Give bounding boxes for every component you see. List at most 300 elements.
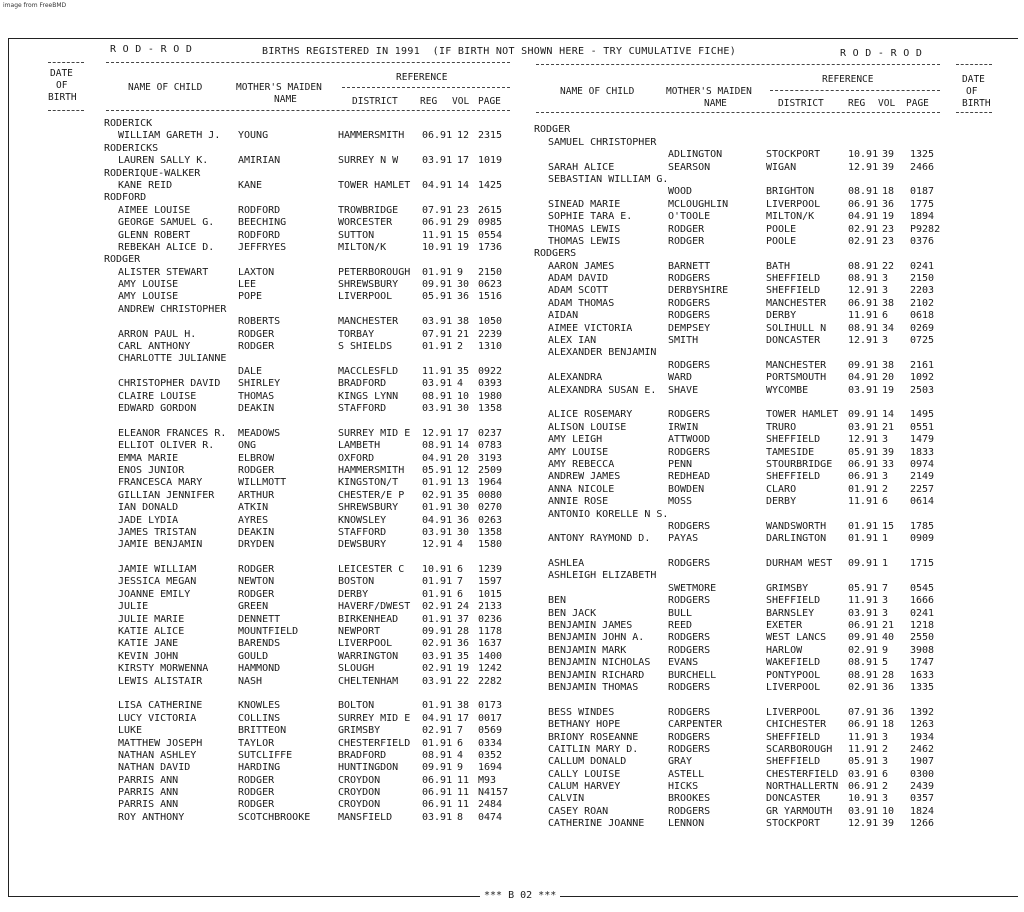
reg: 08.91	[848, 322, 879, 334]
district: SHREWSBURY	[338, 502, 399, 514]
entry-row	[534, 347, 954, 359]
surname-heading	[104, 168, 524, 180]
district: TOWER HAMLET	[766, 409, 839, 421]
mother-maiden-name: RODGER	[238, 464, 275, 476]
page: 0173	[478, 700, 503, 712]
page: 0725	[910, 335, 935, 347]
vol: 15	[882, 520, 895, 532]
vol: 9	[882, 644, 889, 656]
reg-header: REG	[420, 96, 438, 107]
district: TROWBRIDGE	[338, 204, 399, 216]
mother-maiden-name: RODGER	[238, 787, 275, 799]
vol: 18	[882, 719, 895, 731]
vol: 19	[457, 241, 470, 253]
vol: 12	[457, 130, 470, 142]
reg: 02.91	[848, 644, 879, 656]
surname-heading	[104, 192, 524, 204]
reg: 09.91	[422, 626, 453, 638]
vol: 38	[882, 297, 895, 309]
child-name: GLENN ROBERT	[118, 229, 191, 241]
page: 2150	[478, 266, 503, 278]
vol: 21	[457, 328, 470, 340]
vol: 30	[457, 279, 470, 291]
page: 2161	[910, 359, 935, 371]
reg: 01.91	[422, 576, 453, 588]
entry-row	[104, 130, 524, 142]
mother-maiden-name: ATKIN	[238, 502, 269, 514]
entry-row	[534, 137, 954, 149]
mother-maiden-name: SUTCLIFFE	[238, 749, 293, 761]
mother-maiden-name: RODFORD	[238, 204, 281, 216]
child-name: SOPHIE TARA E.	[548, 211, 633, 223]
entry-row	[534, 149, 954, 161]
child-name: ASHLEA	[548, 558, 585, 570]
entry-row	[104, 391, 524, 403]
mother-maiden-name: RODGERS	[668, 310, 711, 322]
name-header: NAME OF CHILD	[128, 82, 203, 93]
entry-row	[104, 502, 524, 514]
entry-row	[534, 447, 954, 459]
mother-maiden-name: RODGERS	[668, 805, 711, 817]
reg: 03.91	[422, 526, 453, 538]
reg: 09.91	[848, 409, 879, 421]
district: S SHIELDS	[338, 341, 393, 353]
district: BIRKENHEAD	[338, 613, 399, 625]
district: WARRINGTON	[338, 650, 399, 662]
mother-maiden-name: PENN	[668, 458, 693, 470]
district: SHEFFIELD	[766, 434, 821, 446]
surname-heading	[104, 254, 524, 266]
child-name: ENOS JUNIOR	[118, 464, 185, 476]
vol-header-right: VOL	[878, 98, 896, 109]
mother-maiden-name: RODGERS	[668, 632, 711, 644]
vol: 20	[457, 452, 470, 464]
reg: 03.91	[422, 811, 453, 823]
entry-row	[104, 626, 524, 638]
entry-row	[104, 353, 524, 365]
entry-row	[534, 620, 954, 632]
mother-maiden-name: RODGERS	[668, 297, 711, 309]
child-name: CARL ANTHONY	[118, 341, 191, 353]
child-name: CALVIN	[548, 793, 585, 805]
district: CHESTERFIELD	[766, 768, 839, 780]
mother-maiden-name: RODGERS	[668, 273, 711, 285]
page: 1495	[910, 409, 935, 421]
vol: 7	[882, 582, 889, 594]
mother-maiden-name: BURCHELL	[668, 669, 717, 681]
reg: 08.91	[422, 749, 453, 761]
entry-row	[104, 750, 524, 762]
dob-header-right-line2: OF	[966, 86, 978, 97]
child-name: BEN	[548, 595, 567, 607]
entry-row	[104, 490, 524, 502]
child-name: PARRIS ANN	[118, 774, 179, 786]
page: M93	[478, 774, 497, 786]
page: 2203	[910, 285, 935, 297]
reg: 04.91	[848, 372, 879, 384]
entry-row	[534, 707, 954, 719]
vol: 9	[457, 762, 464, 774]
reg: 06.91	[848, 297, 879, 309]
page: 2257	[910, 483, 935, 495]
entry-row	[104, 155, 524, 167]
vol: 1	[882, 533, 889, 545]
child-name: BRIONY ROSEANNE	[548, 731, 639, 743]
entry-row	[104, 812, 524, 824]
page: 0554	[478, 229, 503, 241]
vol: 6	[882, 768, 889, 780]
page: 1694	[478, 762, 503, 774]
reg: 12.91	[422, 539, 453, 551]
vol: 9	[457, 266, 464, 278]
vol: 3	[882, 471, 889, 483]
entry-row	[534, 818, 954, 830]
dob-header-right-line1: DATE	[962, 74, 985, 85]
district: BRIGHTON	[766, 186, 815, 198]
page: 0017	[478, 712, 503, 724]
page: 2503	[910, 384, 935, 396]
child-name: CLAIRE LOUISE	[118, 390, 197, 402]
vol: 17	[457, 712, 470, 724]
vol: 17	[457, 427, 470, 439]
vol: 11	[457, 787, 470, 799]
vol: 10	[882, 805, 895, 817]
district: PORTSMOUTH	[766, 372, 827, 384]
district: BOLTON	[338, 700, 375, 712]
mother-maiden-name: RODGERS	[668, 681, 711, 693]
page: 1516	[478, 291, 503, 303]
vol: 4	[457, 378, 464, 390]
page: 1050	[478, 316, 503, 328]
district: DARLINGTON	[766, 533, 827, 545]
mother-maiden-name: RODGERS	[668, 644, 711, 656]
child-name: JADE LYDIA	[118, 514, 179, 526]
child-name: ADAM DAVID	[548, 273, 609, 285]
child-name: PARRIS ANN	[118, 799, 179, 811]
entry-row	[104, 291, 524, 303]
child-name: LUKE	[118, 725, 143, 737]
district: WYCOMBE	[766, 384, 809, 396]
reg: 12.91	[848, 335, 879, 347]
child-name: AMY LEIGH	[548, 434, 603, 446]
district: NEWPORT	[338, 626, 381, 638]
district: SHEFFIELD	[766, 471, 821, 483]
entry-row	[534, 199, 954, 211]
mother-maiden-name: DERBYSHIRE	[668, 285, 729, 297]
page: 0241	[910, 260, 935, 272]
vol: 23	[882, 223, 895, 235]
district: WANDSWORTH	[766, 520, 827, 532]
page: 0909	[910, 533, 935, 545]
district: STAFFORD	[338, 402, 387, 414]
entry-row	[534, 409, 954, 421]
entry-row	[104, 725, 524, 737]
entry-row	[534, 422, 954, 434]
child-name: ALEXANDRA SUSAN E.	[548, 384, 657, 396]
child-name: PARRIS ANN	[118, 787, 179, 799]
child-name: KATIE JANE	[118, 638, 179, 650]
district: HUNTINGDON	[338, 762, 399, 774]
district: SOLIHULL N	[766, 322, 827, 334]
district: DONCASTER	[766, 793, 821, 805]
child-name: JAMES TRISTAN	[118, 526, 197, 538]
vol: 4	[457, 539, 464, 551]
page: 1218	[910, 620, 935, 632]
page: 1310	[478, 341, 503, 353]
page: 0985	[478, 217, 503, 229]
mother-maiden-name: PAYAS	[668, 533, 699, 545]
reference-header-right: REFERENCE	[822, 74, 874, 85]
reg: 10.91	[848, 149, 879, 161]
page: 2102	[910, 297, 935, 309]
district: KINGS LYNN	[338, 390, 399, 402]
vol: 19	[882, 211, 895, 223]
vol: 19	[457, 663, 470, 675]
mother-maiden-name: RODGERS	[668, 359, 711, 371]
child-name: BENJAMIN THOMAS	[548, 681, 639, 693]
page: 1775	[910, 198, 935, 210]
entry-row	[104, 453, 524, 465]
surname: RODERICK	[104, 118, 153, 129]
vol: 29	[457, 217, 470, 229]
mother-maiden-name: WILLMOTT	[238, 477, 287, 489]
child-name: LEWIS ALISTAIR	[118, 675, 203, 687]
entry-row	[534, 521, 954, 533]
vol: 18	[882, 186, 895, 198]
district: MANCHESTER	[338, 316, 399, 328]
child-name: AMY LOUISE	[118, 279, 179, 291]
page: 1425	[478, 179, 503, 191]
mother-maiden-name: EVANS	[668, 657, 699, 669]
page: 0393	[478, 378, 503, 390]
child-name: SARAH ALICE	[548, 161, 615, 173]
mother-maiden-name: BULL	[668, 607, 693, 619]
page: 2462	[910, 743, 935, 755]
child-name: AMY LOUISE	[118, 291, 179, 303]
mother-maiden-name: LEE	[238, 279, 257, 291]
entry-row	[104, 440, 524, 452]
district: SCARBOROUGH	[766, 743, 833, 755]
mother-maiden-name: WOOD	[668, 186, 693, 198]
entry-row	[104, 329, 524, 341]
child-name: ALICE ROSEMARY	[548, 409, 633, 421]
page: 1747	[910, 657, 935, 669]
reg: 05.91	[422, 291, 453, 303]
mother-header-right-line2: NAME	[704, 98, 727, 109]
reg: 09.91	[422, 762, 453, 774]
vol: 34	[882, 322, 895, 334]
district: BRADFORD	[338, 378, 387, 390]
entry-row	[104, 601, 524, 613]
vol: 15	[457, 229, 470, 241]
district: BRADFORD	[338, 749, 387, 761]
district: SHEFFIELD	[766, 273, 821, 285]
entry-row	[104, 676, 524, 688]
child-name: ANTONY RAYMOND D.	[548, 533, 651, 545]
child-name: KANE REID	[118, 179, 173, 191]
vol: 7	[457, 576, 464, 588]
district: LAMBETH	[338, 440, 381, 452]
page: 2239	[478, 328, 503, 340]
page: 1325	[910, 149, 935, 161]
dob-header-line3: BIRTH	[48, 92, 77, 103]
page: 1358	[478, 402, 503, 414]
reg: 06.91	[848, 471, 879, 483]
child-name: ASHLEIGH ELIZABETH	[548, 570, 657, 582]
entry-row	[534, 533, 954, 545]
district: SHEFFIELD	[766, 285, 821, 297]
child-name: CHRISTOPHER DAVID	[118, 378, 221, 390]
reg: 04.91	[422, 712, 453, 724]
page: 1266	[910, 818, 935, 830]
page: 1894	[910, 211, 935, 223]
page: 0241	[910, 607, 935, 619]
district: CHICHESTER	[766, 719, 827, 731]
vol: 21	[882, 421, 895, 433]
page: 2509	[478, 464, 503, 476]
child-name: ARRON PAUL H.	[118, 328, 197, 340]
child-name: LISA CATHERINE	[118, 700, 203, 712]
child-name: ANNA NICOLE	[548, 483, 615, 495]
reg: 08.91	[422, 440, 453, 452]
spacer-row	[104, 415, 524, 427]
district: CROYDON	[338, 787, 381, 799]
entry-row	[104, 366, 524, 378]
page: 1736	[478, 241, 503, 253]
reg: 08.91	[848, 273, 879, 285]
child-name: ANNIE ROSE	[548, 496, 609, 508]
page: 1980	[478, 390, 503, 402]
district: WIGAN	[766, 161, 797, 173]
reg: 11.91	[422, 229, 453, 241]
reg: 06.91	[422, 774, 453, 786]
page: 1479	[910, 434, 935, 446]
child-name: CHARLOTTE JULIANNE	[118, 353, 227, 365]
child-name: EDWARD GORDON	[118, 402, 197, 414]
vol: 40	[882, 632, 895, 644]
page: 0614	[910, 496, 935, 508]
entry-row	[104, 403, 524, 415]
page: 2615	[478, 204, 503, 216]
footer-label: *** B 02 ***	[480, 890, 560, 901]
page: 1964	[478, 477, 503, 489]
reg: 03.91	[422, 675, 453, 687]
vol: 28	[457, 626, 470, 638]
page: 1934	[910, 731, 935, 743]
vol: 1	[882, 558, 889, 570]
reg: 05.91	[422, 464, 453, 476]
mother-header-line1: MOTHER'S MAIDEN	[236, 82, 322, 93]
entry-row	[534, 224, 954, 236]
mother-maiden-name: DENNETT	[238, 613, 281, 625]
district: LIVERPOOL	[338, 638, 393, 650]
entry-row	[534, 261, 954, 273]
page: P9282	[910, 223, 941, 235]
page: 0300	[910, 768, 935, 780]
mother-maiden-name: KANE	[238, 179, 263, 191]
reg: 03.91	[848, 607, 879, 619]
mother-maiden-name: DRYDEN	[238, 539, 275, 551]
vol: 3	[882, 335, 889, 347]
reg: 02.91	[848, 681, 879, 693]
mother-maiden-name: RODGER	[238, 564, 275, 576]
child-name: JULIE	[118, 601, 149, 613]
mother-header-line2: NAME	[274, 94, 297, 105]
reg: 12.91	[848, 285, 879, 297]
page: 1824	[910, 805, 935, 817]
child-name: SINEAD MARIE	[548, 198, 621, 210]
child-name: AARON JAMES	[548, 260, 615, 272]
reg: 06.91	[422, 799, 453, 811]
page: 3908	[910, 644, 935, 656]
entry-row	[104, 799, 524, 811]
mother-maiden-name: RODGERS	[668, 706, 711, 718]
vol: 22	[882, 260, 895, 272]
vol: 28	[882, 669, 895, 681]
dob-header-right-line3: BIRTH	[962, 98, 991, 109]
vol: 35	[457, 365, 470, 377]
mother-maiden-name: SEARSON	[668, 161, 711, 173]
spacer-row	[534, 694, 954, 706]
page: 2439	[910, 781, 935, 793]
district: DERBY	[338, 588, 369, 600]
vol: 5	[882, 657, 889, 669]
district: LIVERPOOL	[338, 291, 393, 303]
reg: 11.91	[848, 595, 879, 607]
entry-row	[104, 527, 524, 539]
entry-row	[534, 484, 954, 496]
page: 0618	[910, 310, 935, 322]
reg: 03.91	[848, 421, 879, 433]
surname: RODGER	[104, 254, 141, 266]
entry-row	[534, 744, 954, 756]
surname: RODGERS	[534, 248, 577, 260]
reg: 02.91	[848, 235, 879, 247]
reg: 01.91	[848, 520, 879, 532]
reg-header-right: REG	[848, 98, 866, 109]
vol: 33	[882, 458, 895, 470]
page: 2150	[910, 273, 935, 285]
reg: 03.91	[848, 805, 879, 817]
child-name: LAUREN SALLY K.	[118, 155, 209, 167]
child-name: IAN DONALD	[118, 502, 179, 514]
reg: 02.91	[422, 663, 453, 675]
page: 1392	[910, 706, 935, 718]
entry-row	[104, 242, 524, 254]
vol: 36	[882, 706, 895, 718]
district: MANCHESTER	[766, 297, 827, 309]
entry-row	[104, 180, 524, 192]
child-name: ADAM THOMAS	[548, 297, 615, 309]
page: 1666	[910, 595, 935, 607]
entry-row	[104, 564, 524, 576]
child-name: ALISON LOUISE	[548, 421, 627, 433]
district: LIVERPOOL	[766, 681, 821, 693]
surname: RODERICKS	[104, 142, 159, 154]
spacer-row	[534, 112, 954, 124]
entry-row	[534, 657, 954, 669]
reg: 04.91	[422, 179, 453, 191]
entry-row	[534, 570, 954, 582]
district: CROYDON	[338, 774, 381, 786]
entry-row	[534, 496, 954, 508]
mother-maiden-name: RODGERS	[668, 558, 711, 570]
reg: 03.91	[422, 402, 453, 414]
entry-row	[534, 385, 954, 397]
entry-row	[534, 360, 954, 372]
vol: 4	[457, 749, 464, 761]
mother-maiden-name: CARPENTER	[668, 719, 723, 731]
